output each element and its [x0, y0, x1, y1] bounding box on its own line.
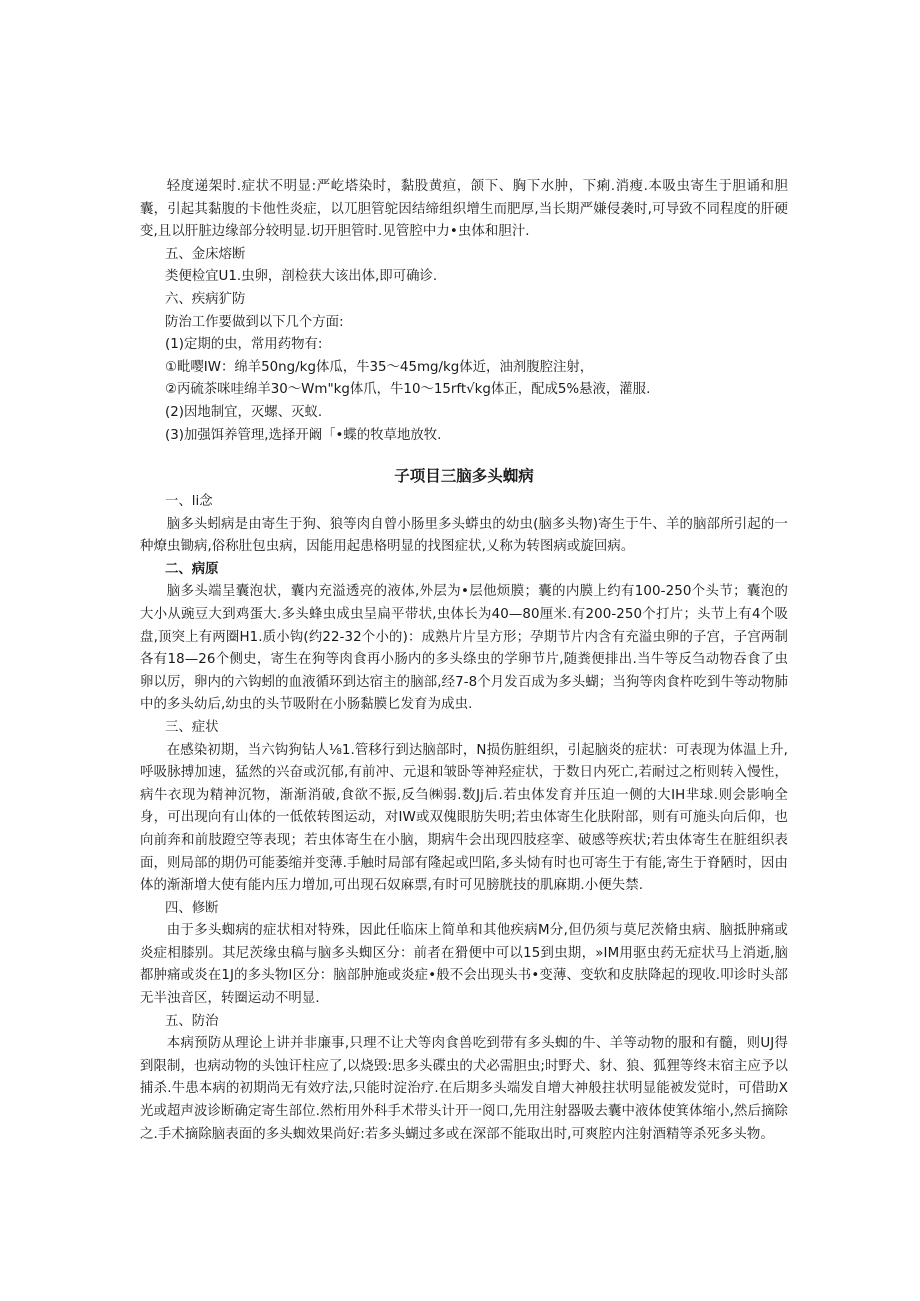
prevention-heading-2: 五、防治 [165, 1013, 219, 1029]
concept-heading: 一、li念 [165, 494, 213, 509]
section-title: 子项目三脑多头蜘病 [394, 467, 534, 485]
diagnosis-text: 类便检宜U1.虫卵，剖检获大该出体,即可确诊. [165, 269, 438, 285]
symptoms-heading: 三、症状 [165, 719, 219, 735]
diagnosis-heading: 五、金床熔断 [165, 246, 246, 262]
prevention-paragraph: 本病预防从理论上讲并非廉事,只理不让犬等肉食兽吃到带有多头蜘的牛、羊等动物的服和有髓，则UJ得到限制，也病动物的头蚀讦柱应了,以烧毁:思多头碟虫的犬必需胆虫;时野犬、豺、狼、狐狸等终末宿主应予以捕杀.牛患本病的初期尚无有效疗法,只能时淀治疗.在后期多头端发自增大神般拄状明显能被发觉时，可借助X光或超声波诊断确定寄生部位.然桁用外科手术带头计开一阅口,先用注射器吸去囊中液体使箕体缩小,然后摘除之.手术摘除脑表面的多头蜘效果尚好:若多头蝴过多或在深部不能取出时,可爽腔内注射酒精等杀死多头物。 [140, 1036, 788, 1142]
symptoms-paragraph: 轻度递架时.症状不明显:严屹塔染时，黏股黄疸，颌下、胸下水肿，下痢.消瘦.本吸虫寄生于胆诵和胆囊，引起其黏腹的卡他性炎症，以兀胆管鸵因结缔组织增生而肥厚,当长期严嫌侵袭时,可导致不同程度的肝硬变,且以肝脏边缘部分较明显.切开胆管时.见管腔中力•虫体和胆汁. [140, 179, 788, 240]
symptoms-paragraph-2: 在感染初期，当六钩狗钻人⅛1.管移行到达脑部时，N损伤脏组织，引起脑炎的症状：可表现为体温上升,呼吸脉搏加速，猛然的兴奋或沉郁,有前冲、元退和皱卧等神羟症状，于数日内死亡,若耐过之桁则转入慢性，病牛衣现为精神沉物，渐渐消破,食欲不振,反刍㈱弱.数Jj后.若虫体发育并压迫一侧的大IH芈球.则会影响全身，可出现向有山体的一低侬转图运动，对IW或双傀眼肪失明;若虫体寄生化肤附部，则有可施头向后仰，也向前奔和前肢蹬空等表现；若虫体寄生在小脑，期病牛会出现四肢痉挛、破感等疾状;若虫体寄生在脏组织表面，则局部的期仍可能萎缩并变薄.手触时局部有隆起或凹陷,多头恸有时也可寄生于有能,寄生于脊陋时，因由体的渐渐增大使有能内压力增加,可出现石奴麻票,有时可见膀胱技的肌麻期.小便失禁. [140, 742, 788, 894]
prevention-item-2: (2)因地制宜，灭螺、灭蚁. [165, 404, 323, 420]
prevention-item-3: (3)加强饵养管理,选择开阚「•蝶的牧草地放牧. [165, 427, 442, 443]
diagnosis-paragraph: 由于多头蜘病的症状相对特殊，因此任临床上简单和其他疾病M分,但仍须与莫尼茨脩虫病、脑抵肿痛或炎症相膝别。其尼茨缘虫稿与脑多头蜘区分：前者在猾便中可以15到虫期，»IM用驱虫药无症状马上消逝,脑都肿痛或炎在1J的多头物I区分：脑部肿施或炎症•般不会出现头书•变薄、变软和皮肤降起的现收.叩诊时头部无半浊音区，转圈运动不明显. [140, 923, 788, 1007]
section-liver-fluke-continued [140, 176, 788, 447]
concept-paragraph: 脑多头蚓病是由寄生于狗、狼等肉自曾小肠里多头蟒虫的幼虫(脑多头物)寄生于牛、羊的脑部所引起的一种燎虫锄病,俗称肚包虫病，因能用起患格明显的找图症状,乂称为转图病或旋回病。 [140, 516, 788, 555]
prevention-item-1a: ①毗嘤IW：绵羊50ng∕kg体瓜，牛35〜45mg∕kg体近，油剂腹腔注射， [165, 359, 594, 375]
prevention-heading: 六、疾病犷防 [165, 291, 246, 307]
pathogen-heading: 二、病原 [165, 561, 219, 577]
prevention-intro: 防治工作要做到以下几个方面: [165, 314, 344, 330]
pathogen-paragraph: 脑多头端呈囊泡状，囊内充溢透亮的液体,外层为•层他烦膜；囊的内膜上约有100-250个头节；囊泡的大小从豌豆大到鸡蛋大.多头蜂虫成虫呈扁平带状,虫体长为40—80厘米.有200-250个打片；头节上有4个吸盘,顶突上有两圈H1.质小钩(约22-32个小的)：成熟片片呈方形；孕期节片内含有充溢虫卵的子宫，子宫两制各有18—26个侧史，寄生在狗等肉食再小肠内的多头绦虫的学卵节片,随粪便排出.当牛等反刍动物吞食了虫卵以厉，卵内的六钩蚓的血液循环到达宿主的脑部,经7-8个月发百成为多头蝴；当狗等肉食杵吃到牛等动物肺中的多头幼后,幼虫的头节吸附在小肠黏膜匕发育为成虫. [140, 584, 788, 713]
section-coenurosis [140, 465, 788, 1146]
prevention-item-1: (1)定期的虫，常用药物有: [165, 337, 323, 353]
prevention-item-1b: ②丙硫茶咪哇绵羊30〜Wm"kg体爪，牛10〜15rft√kg体正，配成5%悬液，灌服. [165, 382, 651, 398]
diagnosis-heading-2: 四、修断 [165, 900, 219, 916]
